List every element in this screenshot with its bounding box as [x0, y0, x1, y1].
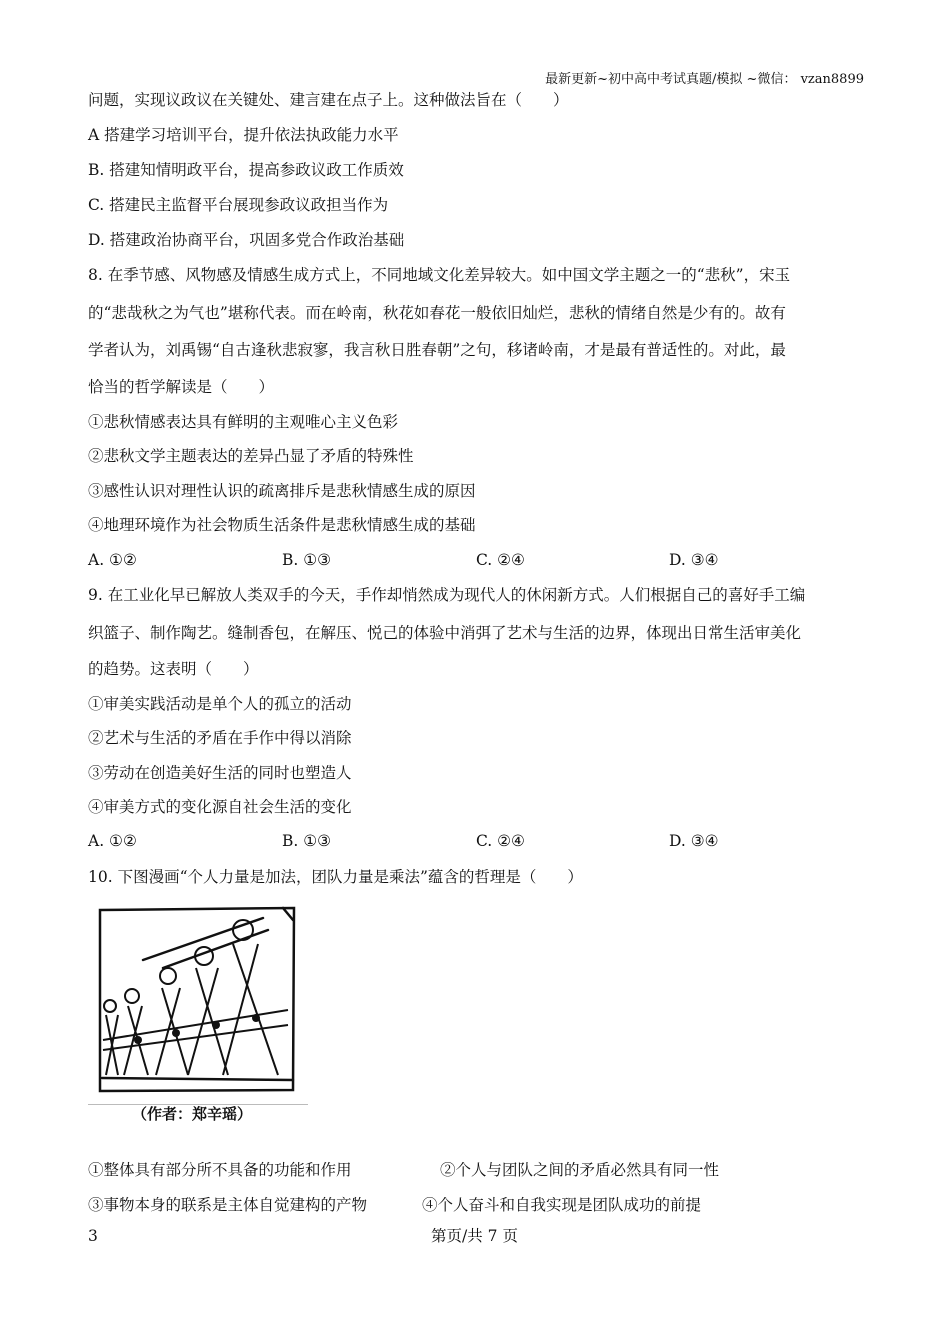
- q8-choice-c: C. ②④: [476, 551, 525, 569]
- q10-statement: ①整体具有部分所不具备的功能和作用: [88, 1161, 352, 1179]
- q10-stem: 10. 下图漫画“个人力量是加法，团队力量是乘法”蕴含的哲理是（ ）: [88, 868, 583, 886]
- q7-option-d: D. 搭建政治协商平台，巩固多党合作政治基础: [88, 231, 405, 249]
- q9-statement: ④审美方式的变化源自社会生活的变化: [88, 798, 352, 816]
- q7-option-a: A 搭建学习培训平台，提升依法执政能力水平: [88, 126, 399, 144]
- q9-choice-c: C. ②④: [476, 832, 525, 850]
- q9-stem-line: 织篮子、制作陶艺。缝制香包，在解压、悦己的体验中消弭了艺术与生活的边界，体现出日常生活审美化: [88, 624, 802, 642]
- q8-statement: ①悲秋情感表达具有鲜明的主观唯心主义色彩: [88, 413, 399, 431]
- q10-statement: ②个人与团队之间的矛盾必然具有同一性: [440, 1161, 720, 1179]
- q9-statement: ①审美实践活动是单个人的孤立的活动: [88, 695, 352, 713]
- q8-stem-line: 恰当的哲学解读是（ ）: [88, 378, 275, 396]
- cartoon-caption: （作者：郑辛瑶）: [132, 1105, 253, 1123]
- q8-statement: ④地理环境作为社会物质生活条件是悲秋情感生成的基础: [88, 516, 476, 534]
- q8-choice-a: A. ①②: [88, 551, 137, 569]
- q8-choice-d: D. ③④: [669, 551, 719, 569]
- q8-stem-line: 的“悲哉秋之为气也”堪称代表。而在岭南，秋花如春花一般依旧灿烂，悲秋的情绪自然是少有的。故有: [88, 304, 786, 322]
- q7-option-b: B. 搭建知情明政平台，提高参政议政工作质效: [88, 161, 404, 179]
- q8-stem-line: 8. 在季节感、风物感及情感生成方式上，不同地域文化差异较大。如中国文学主题之一的“悲秋”，宋玉: [88, 266, 791, 284]
- q9-choice-a: A. ①②: [88, 832, 137, 850]
- team-cartoon-image: [88, 900, 310, 1106]
- page-label: 第页/共 7 页: [431, 1227, 518, 1245]
- page-header: 最新更新~初中高中考试真题/模拟 ~微信： vzan8899: [545, 72, 864, 87]
- q9-choice-d: D. ③④: [669, 832, 719, 850]
- q8-choice-b: B. ①③: [282, 551, 332, 569]
- q8-statement: ③感性认识对理性认识的疏离排斥是悲秋情感生成的原因: [88, 482, 476, 500]
- q9-stem-line: 的趋势。这表明（ ）: [88, 660, 259, 678]
- q8-stem-line: 学者认为，刘禹锡“自古逢秋悲寂寥，我言秋日胜春朝”之句，移诸岭南，才是最有普适性的。对此，最: [88, 341, 786, 359]
- q10-statement: ④个人奋斗和自我实现是团队成功的前提: [422, 1196, 702, 1214]
- q8-statement: ②悲秋文学主题表达的差异凸显了矛盾的特殊性: [88, 447, 414, 465]
- page-number: 3: [88, 1227, 98, 1245]
- q9-choice-b: B. ①③: [282, 832, 332, 850]
- q7-option-c: C. 搭建民主监督平台展现参政议政担当作为: [88, 196, 389, 214]
- q9-statement: ②艺术与生活的矛盾在手作中得以消除: [88, 729, 352, 747]
- q7-stem-tail: 问题，实现议政议在关键处、建言建在点子上。这种做法旨在（ ）: [88, 91, 569, 109]
- q9-statement: ③劳动在创造美好生活的同时也塑造人: [88, 764, 352, 782]
- q10-statement: ③事物本身的联系是主体自觉建构的产物: [88, 1196, 368, 1214]
- q9-stem-line: 9. 在工业化早已解放人类双手的今天，手作却悄然成为现代人的休闲新方式。人们根据自己的喜好手工编: [88, 586, 806, 604]
